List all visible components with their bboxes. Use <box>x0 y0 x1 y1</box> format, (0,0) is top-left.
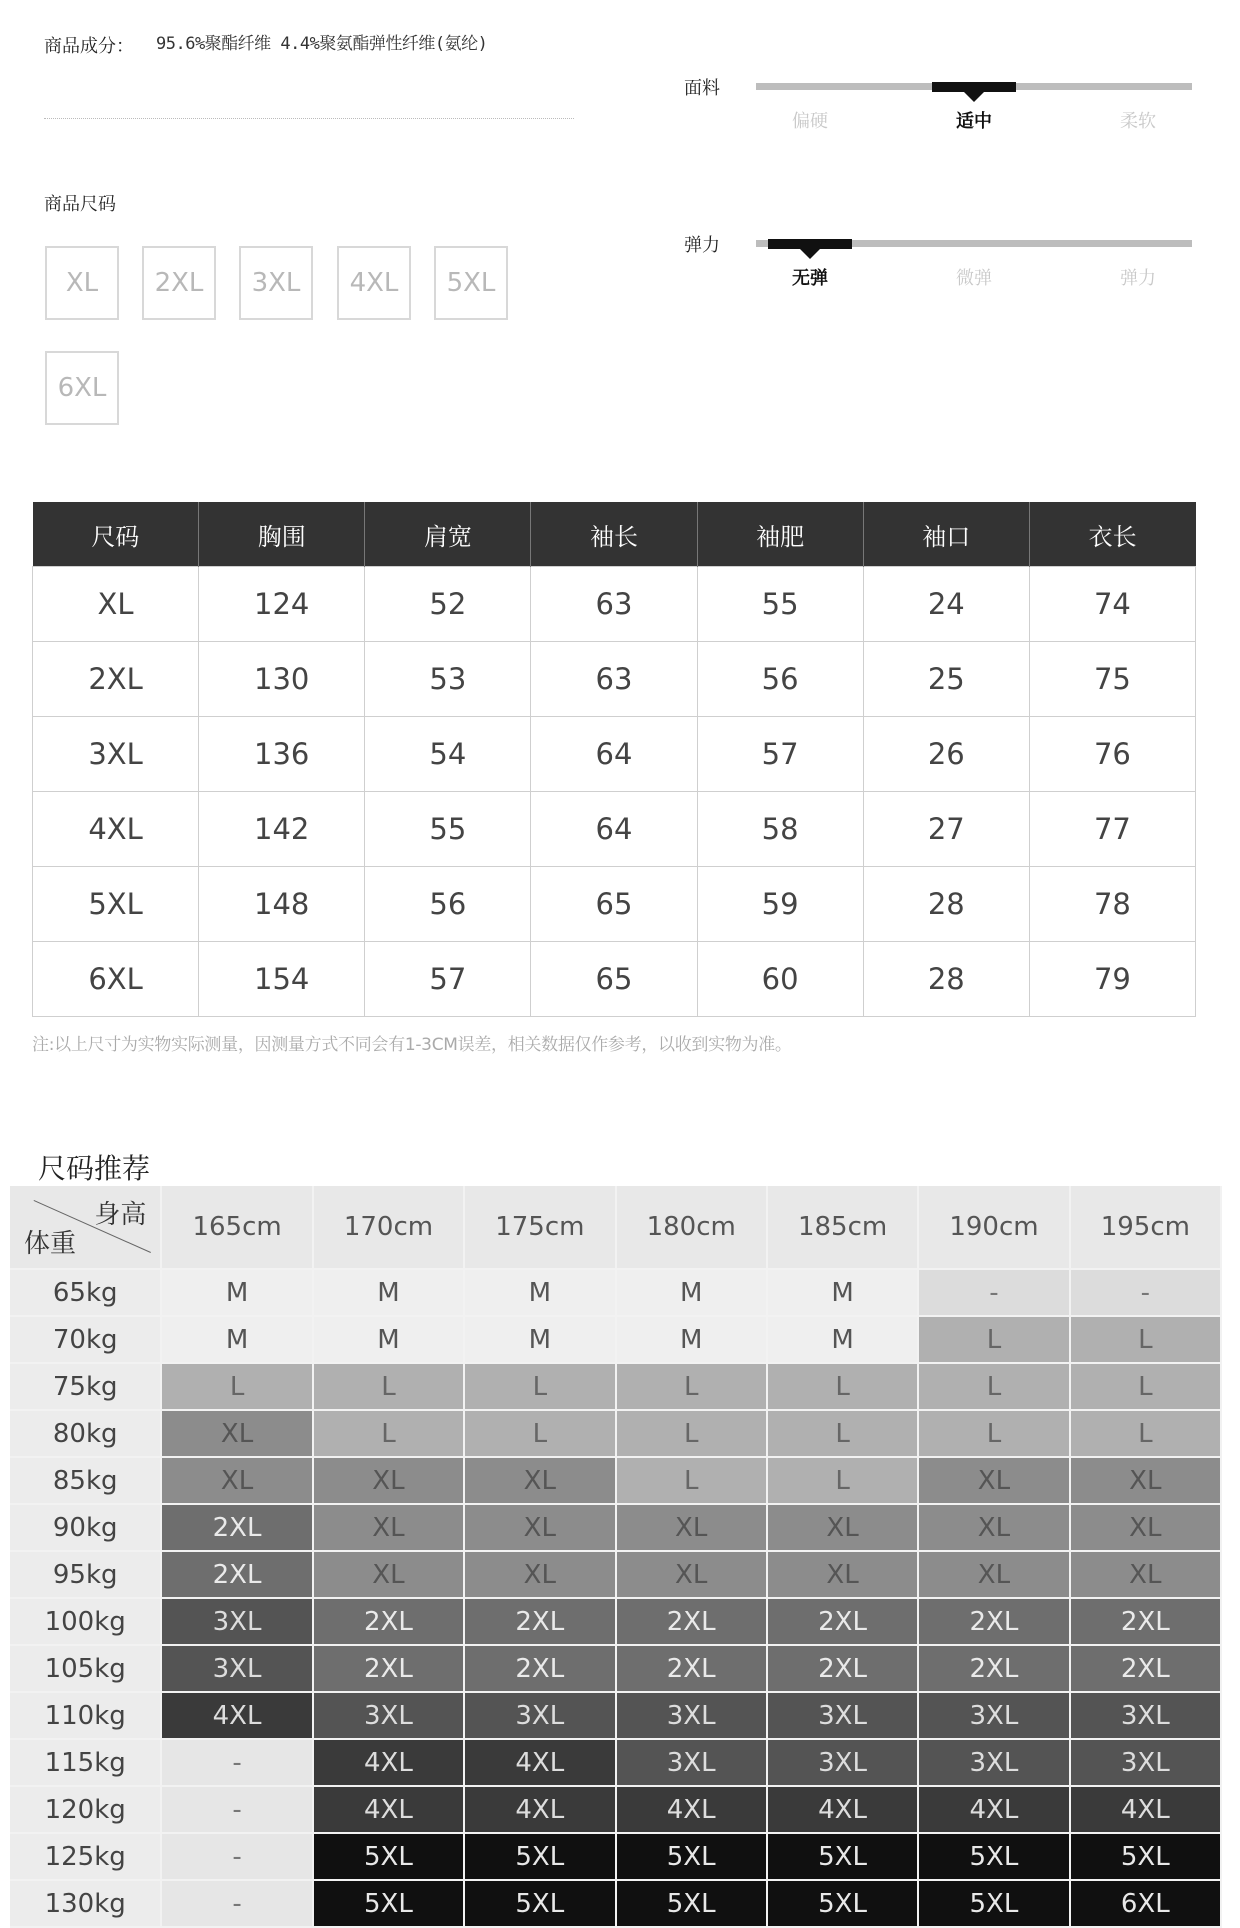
recommendation-cell: 2XL <box>1070 1645 1221 1692</box>
recommendation-cell: XL <box>313 1504 464 1551</box>
dotted-divider <box>44 118 574 119</box>
composition-label: 商品成分： <box>44 36 134 57</box>
weight-cell: 90kg <box>10 1504 161 1551</box>
measurement-cell: 130 <box>199 642 365 717</box>
recommendation-cell: 2XL <box>616 1598 767 1645</box>
recommendation-row <box>10 1269 1221 1316</box>
recommendation-cell: XL <box>161 1457 312 1504</box>
weight-cell: 70kg <box>10 1316 161 1363</box>
recommendation-cell: L <box>767 1457 918 1504</box>
measurement-cell: 64 <box>531 792 697 867</box>
recommendation-cell: 4XL <box>918 1786 1069 1833</box>
recommendation-cell: 3XL <box>767 1739 918 1786</box>
weight-cell: 65kg <box>10 1269 161 1316</box>
recommendation-cell: L <box>918 1316 1069 1363</box>
measurement-cell: 27 <box>863 792 1029 867</box>
measurement-cell: 52 <box>365 567 531 642</box>
measurement-cell: 4XL <box>33 792 199 867</box>
recommendation-cell: XL <box>1070 1457 1221 1504</box>
height-header-cell: 165cm <box>161 1186 312 1269</box>
recommendation-cell: M <box>464 1316 615 1363</box>
measurement-cell: 2XL <box>33 642 199 717</box>
elasticity-scale-label: 弹力 <box>684 235 720 256</box>
recommendation-cell: 5XL <box>313 1833 464 1880</box>
recommendation-cell: 2XL <box>767 1645 918 1692</box>
size-option-xl[interactable]: XL <box>45 246 119 320</box>
recommendation-cell: 2XL <box>767 1598 918 1645</box>
recommendation-cell: XL <box>313 1457 464 1504</box>
recommendation-row <box>10 1833 1221 1880</box>
measurement-cell: 56 <box>697 642 863 717</box>
recommendation-cell: L <box>767 1410 918 1457</box>
height-header-cell: 190cm <box>918 1186 1069 1269</box>
recommendation-cell: - <box>1070 1269 1221 1316</box>
recommendation-cell: L <box>918 1363 1069 1410</box>
recommendation-cell: - <box>161 1786 312 1833</box>
recommendation-cell: L <box>313 1363 464 1410</box>
recommendation-cell: XL <box>464 1504 615 1551</box>
measurement-header-cell: 胸围 <box>199 502 365 567</box>
measurement-cell: 63 <box>531 642 697 717</box>
fabric-scale-option: 适中 <box>956 111 992 132</box>
elasticity-scale-option: 弹力 <box>1120 268 1156 289</box>
measurement-row <box>33 792 1196 867</box>
recommendation-cell: L <box>616 1457 767 1504</box>
recommendation-cell: M <box>767 1316 918 1363</box>
recommendation-cell: 5XL <box>767 1833 918 1880</box>
recommendation-cell: 2XL <box>313 1645 464 1692</box>
measurement-cell: 78 <box>1029 867 1195 942</box>
recommendation-cell: 4XL <box>464 1786 615 1833</box>
recommendation-cell: XL <box>1070 1551 1221 1598</box>
size-option-2xl[interactable]: 2XL <box>142 246 216 320</box>
recommendation-cell: XL <box>616 1551 767 1598</box>
recommendation-cell: XL <box>767 1551 918 1598</box>
recommendation-row <box>10 1457 1221 1504</box>
recommendation-cell: L <box>464 1363 615 1410</box>
recommendation-cell: L <box>767 1363 918 1410</box>
measurement-cell: 5XL <box>33 867 199 942</box>
weight-cell: 80kg <box>10 1410 161 1457</box>
measurement-row <box>33 867 1196 942</box>
recommendation-row <box>10 1739 1221 1786</box>
recommendation-cell: L <box>464 1410 615 1457</box>
recommendation-row <box>10 1363 1221 1410</box>
recommendation-cell: L <box>313 1410 464 1457</box>
weight-cell: 110kg <box>10 1692 161 1739</box>
recommendation-cell: 4XL <box>313 1739 464 1786</box>
recommendation-row <box>10 1551 1221 1598</box>
measurement-cell: 75 <box>1029 642 1195 717</box>
measurement-cell: 55 <box>697 567 863 642</box>
measurement-cell: 53 <box>365 642 531 717</box>
recommendation-cell: M <box>313 1316 464 1363</box>
weight-cell: 85kg <box>10 1457 161 1504</box>
recommendation-cell: M <box>161 1316 312 1363</box>
recommendation-cell: 2XL <box>918 1645 1069 1692</box>
recommendation-cell: XL <box>464 1457 615 1504</box>
height-header-cell: 170cm <box>313 1186 464 1269</box>
recommendation-cell: XL <box>464 1551 615 1598</box>
measurement-header-cell: 尺码 <box>33 502 199 567</box>
weight-cell: 95kg <box>10 1551 161 1598</box>
recommendation-cell: L <box>616 1363 767 1410</box>
measurement-cell: 63 <box>531 567 697 642</box>
measurement-cell: 154 <box>199 942 365 1017</box>
measurement-row <box>33 642 1196 717</box>
height-header-cell: 175cm <box>464 1186 615 1269</box>
recommendation-cell: 2XL <box>464 1598 615 1645</box>
recommendation-row <box>10 1504 1221 1551</box>
recommendation-cell: XL <box>313 1551 464 1598</box>
recommendation-cell: M <box>464 1269 615 1316</box>
recommendation-row <box>10 1410 1221 1457</box>
elasticity-scale-option: 无弹 <box>792 268 828 289</box>
measurement-cell: 25 <box>863 642 1029 717</box>
elasticity-scale-fill <box>768 239 852 249</box>
recommendation-cell: 5XL <box>616 1880 767 1927</box>
measurement-row <box>33 717 1196 792</box>
corner-height-label: 身高 <box>94 1200 147 1230</box>
measurement-row <box>33 942 1196 1017</box>
recommendation-row <box>10 1316 1221 1363</box>
recommendation-row <box>10 1598 1221 1645</box>
recommendation-cell: M <box>313 1269 464 1316</box>
recommendation-cell: 2XL <box>161 1551 312 1598</box>
recommendation-header-row <box>10 1186 1221 1269</box>
recommendation-cell: 2XL <box>1070 1598 1221 1645</box>
recommendation-table <box>10 1186 1222 1928</box>
weight-cell: 125kg <box>10 1833 161 1880</box>
measurement-header-cell: 衣长 <box>1029 502 1195 567</box>
weight-cell: 115kg <box>10 1739 161 1786</box>
recommendation-row <box>10 1645 1221 1692</box>
recommendation-cell: 5XL <box>313 1880 464 1927</box>
measurement-cell: XL <box>33 567 199 642</box>
fabric-scale-pointer <box>964 92 984 102</box>
fabric-scale-option: 柔软 <box>1120 111 1156 132</box>
recommendation-title: 尺码推荐 <box>38 1152 151 1185</box>
recommendation-cell: 5XL <box>464 1880 615 1927</box>
recommendation-cell: - <box>161 1739 312 1786</box>
recommendation-cell: 5XL <box>918 1880 1069 1927</box>
recommendation-cell: 3XL <box>161 1645 312 1692</box>
recommendation-cell: 5XL <box>767 1880 918 1927</box>
elasticity-scale-option: 微弹 <box>956 268 992 289</box>
measurement-cell: 28 <box>863 867 1029 942</box>
recommendation-cell: 4XL <box>767 1786 918 1833</box>
recommendation-cell: 6XL <box>1070 1880 1221 1927</box>
measurement-cell: 79 <box>1029 942 1195 1017</box>
corner-cell <box>10 1186 161 1269</box>
weight-cell: 120kg <box>10 1786 161 1833</box>
recommendation-cell: L <box>1070 1363 1221 1410</box>
recommendation-cell: 2XL <box>616 1645 767 1692</box>
recommendation-cell: 2XL <box>464 1645 615 1692</box>
measurement-table <box>32 502 1196 1017</box>
measurement-note: 注:以上尺寸为实物实际测量，因测量方式不同会有1-3CM误差，相关数据仅作参考，以收到实物为准。 <box>32 1035 792 1055</box>
measurement-cell: 60 <box>697 942 863 1017</box>
size-option-5xl[interactable]: 5XL <box>434 246 508 320</box>
recommendation-cell: 3XL <box>616 1692 767 1739</box>
measurement-cell: 56 <box>365 867 531 942</box>
recommendation-cell: 2XL <box>313 1598 464 1645</box>
recommendation-cell: M <box>767 1269 918 1316</box>
measurement-header-cell: 肩宽 <box>365 502 531 567</box>
recommendation-cell: 3XL <box>1070 1739 1221 1786</box>
measurement-cell: 74 <box>1029 567 1195 642</box>
size-option-6xl[interactable]: 6XL <box>45 351 119 425</box>
recommendation-cell: 3XL <box>767 1692 918 1739</box>
measurement-cell: 65 <box>531 942 697 1017</box>
recommendation-cell: XL <box>918 1504 1069 1551</box>
composition-value: 95.6%聚酯纤维 4.4%聚氨酯弹性纤维(氨纶) <box>156 34 488 54</box>
measurement-cell: 24 <box>863 567 1029 642</box>
measurement-cell: 148 <box>199 867 365 942</box>
recommendation-cell: 5XL <box>464 1833 615 1880</box>
measurement-cell: 55 <box>365 792 531 867</box>
recommendation-cell: XL <box>616 1504 767 1551</box>
recommendation-cell: 5XL <box>1070 1833 1221 1880</box>
measurement-cell: 26 <box>863 717 1029 792</box>
measurement-header-cell: 袖长 <box>531 502 697 567</box>
recommendation-cell: 4XL <box>313 1786 464 1833</box>
measurement-cell: 57 <box>697 717 863 792</box>
recommendation-cell: XL <box>767 1504 918 1551</box>
measurement-header-cell: 袖肥 <box>697 502 863 567</box>
recommendation-cell: XL <box>1070 1504 1221 1551</box>
recommendation-cell: 3XL <box>1070 1692 1221 1739</box>
size-option-4xl[interactable]: 4XL <box>337 246 411 320</box>
measurement-cell: 136 <box>199 717 365 792</box>
weight-cell: 105kg <box>10 1645 161 1692</box>
measurement-cell: 65 <box>531 867 697 942</box>
recommendation-cell: 4XL <box>464 1739 615 1786</box>
recommendation-cell: L <box>616 1410 767 1457</box>
measurement-cell: 64 <box>531 717 697 792</box>
measurement-row <box>33 567 1196 642</box>
fabric-scale-label: 面料 <box>684 78 720 99</box>
corner-weight-label: 体重 <box>24 1229 77 1259</box>
height-header-cell: 195cm <box>1070 1186 1221 1269</box>
measurement-cell: 54 <box>365 717 531 792</box>
measurement-cell: 57 <box>365 942 531 1017</box>
recommendation-cell: XL <box>161 1410 312 1457</box>
fabric-scale-option: 偏硬 <box>792 111 828 132</box>
recommendation-cell: L <box>1070 1316 1221 1363</box>
measurement-cell: 28 <box>863 942 1029 1017</box>
measurement-cell: 142 <box>199 792 365 867</box>
recommendation-cell: 2XL <box>918 1598 1069 1645</box>
fabric-scale-fill <box>932 82 1016 92</box>
recommendation-row <box>10 1692 1221 1739</box>
recommendation-cell: XL <box>918 1457 1069 1504</box>
height-header-cell: 180cm <box>616 1186 767 1269</box>
measurement-header-row <box>33 502 1196 567</box>
recommendation-cell: 4XL <box>616 1786 767 1833</box>
elasticity-scale-pointer <box>800 249 820 259</box>
recommendation-cell: 3XL <box>161 1598 312 1645</box>
recommendation-cell: - <box>918 1269 1069 1316</box>
recommendation-cell: XL <box>918 1551 1069 1598</box>
recommendation-cell: 4XL <box>1070 1786 1221 1833</box>
recommendation-cell: 2XL <box>161 1504 312 1551</box>
recommendation-cell: 3XL <box>464 1692 615 1739</box>
recommendation-cell: 5XL <box>616 1833 767 1880</box>
recommendation-cell: L <box>161 1363 312 1410</box>
recommendation-cell: L <box>918 1410 1069 1457</box>
recommendation-cell: 3XL <box>918 1739 1069 1786</box>
recommendation-cell: M <box>161 1269 312 1316</box>
product-size-label: 商品尺码 <box>44 194 116 215</box>
weight-cell: 130kg <box>10 1880 161 1927</box>
recommendation-cell: 3XL <box>616 1739 767 1786</box>
recommendation-cell: 5XL <box>918 1833 1069 1880</box>
measurement-cell: 124 <box>199 567 365 642</box>
recommendation-cell: - <box>161 1833 312 1880</box>
recommendation-cell: M <box>616 1269 767 1316</box>
size-option-3xl[interactable]: 3XL <box>239 246 313 320</box>
recommendation-cell: L <box>1070 1410 1221 1457</box>
measurement-cell: 77 <box>1029 792 1195 867</box>
measurement-cell: 76 <box>1029 717 1195 792</box>
weight-cell: 75kg <box>10 1363 161 1410</box>
recommendation-cell: - <box>161 1880 312 1927</box>
weight-cell: 100kg <box>10 1598 161 1645</box>
recommendation-row <box>10 1786 1221 1833</box>
measurement-cell: 59 <box>697 867 863 942</box>
height-header-cell: 185cm <box>767 1186 918 1269</box>
recommendation-cell: M <box>616 1316 767 1363</box>
measurement-cell: 3XL <box>33 717 199 792</box>
measurement-cell: 58 <box>697 792 863 867</box>
recommendation-cell: 3XL <box>313 1692 464 1739</box>
recommendation-cell: 4XL <box>161 1692 312 1739</box>
measurement-cell: 6XL <box>33 942 199 1017</box>
measurement-header-cell: 袖口 <box>863 502 1029 567</box>
recommendation-cell: 3XL <box>918 1692 1069 1739</box>
